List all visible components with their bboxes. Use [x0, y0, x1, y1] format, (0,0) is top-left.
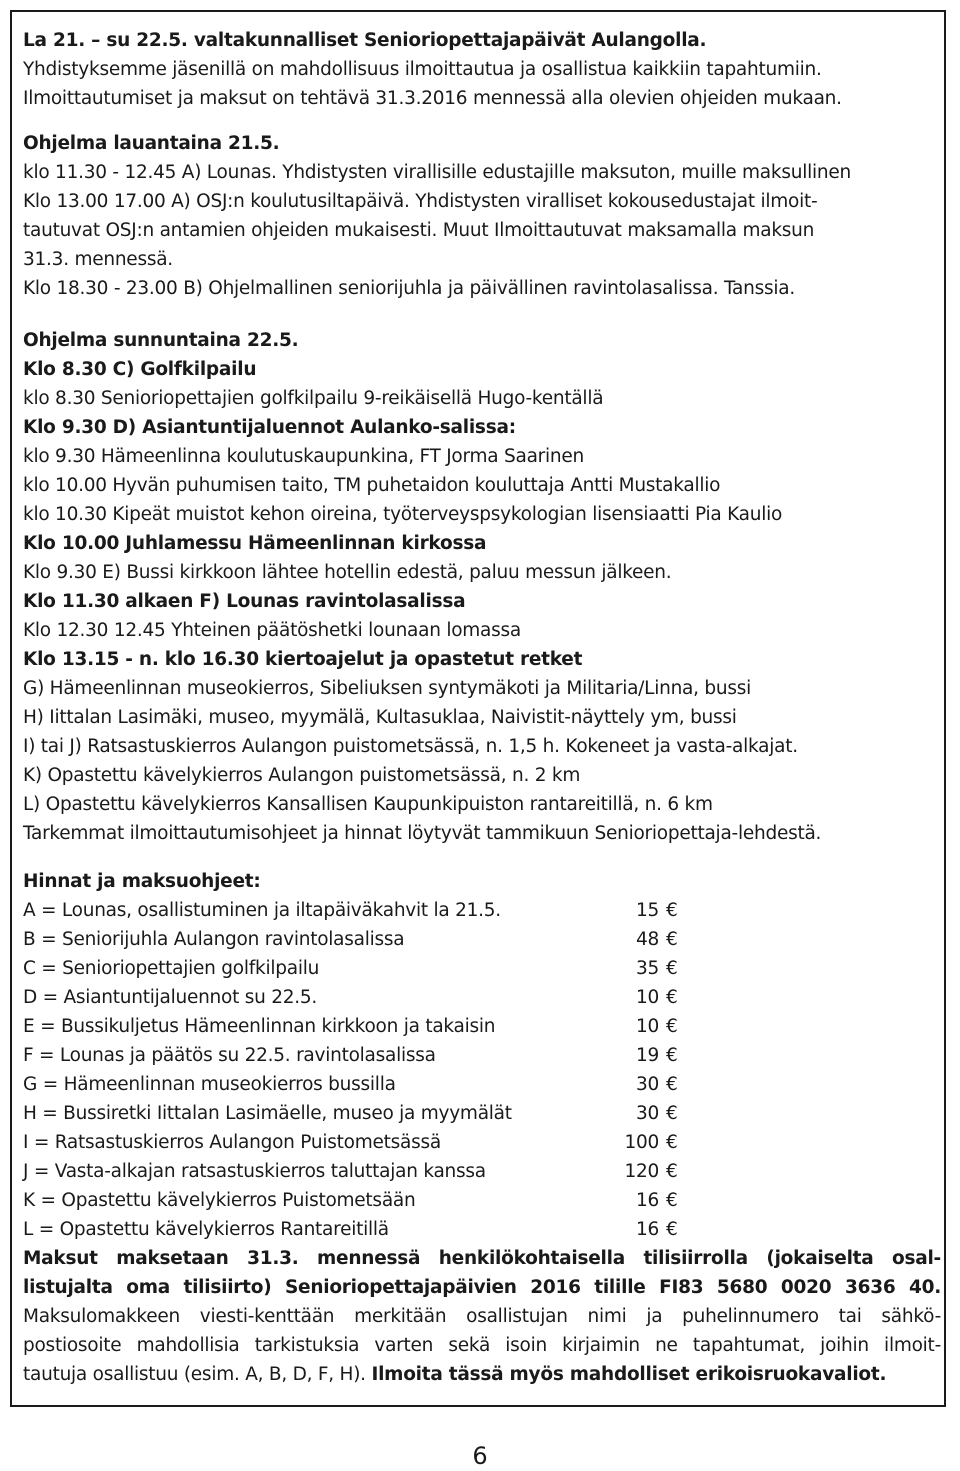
price-label: G = Hämeenlinnan museokierros bussilla: [23, 1074, 396, 1095]
euro-sign: €: [666, 929, 678, 950]
euro-sign: €: [666, 1161, 678, 1182]
price-amount: 16: [635, 1219, 659, 1240]
price-label: D = Asiantuntijaluennot su 22.5.: [23, 987, 318, 1008]
price-label: L = Opastettu kävelykierros Rantareitillä: [23, 1219, 389, 1240]
price-label: F = Lounas ja päätös su 22.5. ravintolasalissa: [23, 1045, 436, 1066]
schedule-line: klo 9.30 Hämeenlinna koulutuskaupunkina, FT Jorma Saarinen: [23, 446, 585, 467]
price-row: [23, 1099, 941, 1128]
schedule-line: Klo 8.30 C) Golfkilpailu: [23, 359, 257, 380]
price-label: K = Opastettu kävelykierros Puistometsään: [23, 1190, 416, 1211]
payment-note-final: [23, 1360, 941, 1389]
page-number: 6: [472, 1442, 488, 1470]
schedule-line: I) tai J) Ratsastuskierros Aulangon puistometsässä, n. 1,5 h. Kokeneet ja vasta-alkajat.: [23, 736, 798, 757]
schedule-line: Klo 9.30 E) Bussi kirkkoon lähtee hotellin edestä, paluu messun jälkeen.: [23, 562, 672, 583]
price-label: J = Vasta-alkajan ratsastuskierros taluttajan kanssa: [23, 1161, 486, 1182]
payment-note: Maksulomakkeen viesti-kenttään merkitään osallistujan nimi ja puhelinnumero tai sähkö-: [23, 1306, 941, 1327]
price-label: B = Seniorijuhla Aulangon ravintolasalissa: [23, 929, 405, 950]
euro-sign: €: [666, 1132, 678, 1153]
payment-example: tautuja osallistuu (esim. A, B, D, F, H).: [23, 1364, 366, 1385]
price-label: E = Bussikuljetus Hämeenlinnan kirkkoon ja takaisin: [23, 1016, 496, 1037]
price-label: A = Lounas, osallistuminen ja iltapäiväkahvit la 21.5.: [23, 900, 501, 921]
intro-deadline: Ilmoittautumiset ja maksut on tehtävä 31.3.2016 mennessä alla olevien ohjeiden mukaan.: [23, 88, 842, 109]
payment-instructions: [23, 1244, 941, 1389]
price-row: [23, 1186, 941, 1215]
euro-sign: €: [666, 900, 678, 921]
schedule-line: klo 8.30 Senioriopettajien golfkilpailu 9-reikäisellä Hugo-kentällä: [23, 388, 604, 409]
payment-note: postiosoite mahdollisia tarkistuksia varten sekä isoin kirjaimin ne tapahtumat, joihin ilmoit-: [23, 1335, 941, 1356]
schedule-line: Klo 10.00 Juhlamessu Hämeenlinnan kirkossa: [23, 533, 487, 554]
price-row: [23, 1070, 941, 1099]
euro-sign: €: [666, 1103, 678, 1124]
schedule-line: klo 11.30 - 12.45 A) Lounas. Yhdistysten virallisille edustajille maksuton, muille maksullinen: [23, 162, 851, 183]
price-amount: 48: [635, 929, 659, 950]
saturday-heading: Ohjelma lauantaina 21.5.: [23, 133, 280, 154]
sunday-heading: Ohjelma sunnuntaina 22.5.: [23, 330, 299, 351]
price-row: [23, 925, 941, 954]
program-content: [23, 26, 941, 1389]
program-box: [10, 10, 946, 1407]
event-title: La 21. – su 22.5. valtakunnalliset Senioriopettajapäivät Aulangolla.: [23, 30, 707, 51]
schedule-line: 31.3. mennessä.: [23, 249, 173, 270]
schedule-line: Klo 13.15 - n. klo 16.30 kiertoajelut ja opastetut retket: [23, 649, 583, 670]
price-row: [23, 983, 941, 1012]
schedule-line: tautuvat OSJ:n antamien ohjeiden mukaisesti. Muut Ilmoittautuvat maksamalla maksun: [23, 220, 815, 241]
price-amount: 35: [635, 958, 659, 979]
price-amount: 16: [635, 1190, 659, 1211]
euro-sign: €: [666, 1074, 678, 1095]
schedule-line: K) Opastettu kävelykierros Aulangon puistometsässä, n. 2 km: [23, 765, 581, 786]
diet-notice: Ilmoita tässä myös mahdolliset erikoisruokavaliot.: [371, 1364, 887, 1385]
intro-text: Yhdistyksemme jäsenillä on mahdollisuus ilmoittautua ja osallistua kaikkiin tapahtumiin.: [23, 59, 822, 80]
schedule-line: Klo 13.00 17.00 A) OSJ:n koulutusiltapäivä. Yhdistysten viralliset kokousedustajat ilmoit-: [23, 191, 818, 212]
price-row: [23, 954, 941, 983]
schedule-line: Klo 11.30 alkaen F) Lounas ravintolasalissa: [23, 591, 466, 612]
price-amount: 19: [635, 1045, 659, 1066]
price-row: [23, 1012, 941, 1041]
schedule-line: Tarkemmat ilmoittautumisohjeet ja hinnat löytyvät tammikuun Senioriopettaja-lehdestä.: [23, 823, 822, 844]
price-amount: 10: [635, 987, 659, 1008]
price-amount: 30: [635, 1074, 659, 1095]
schedule-line: L) Opastettu kävelykierros Kansallisen Kaupunkipuiston rantareitillä, n. 6 km: [23, 794, 713, 815]
price-row: [23, 896, 941, 925]
schedule-line: G) Hämeenlinnan museokierros, Sibeliuksen syntymäkoti ja Militaria/Linna, bussi: [23, 678, 752, 699]
euro-sign: €: [666, 958, 678, 979]
prices-heading: Hinnat ja maksuohjeet:: [23, 871, 261, 892]
price-list: [23, 896, 941, 1244]
euro-sign: €: [666, 1045, 678, 1066]
schedule-line: Klo 18.30 - 23.00 B) Ohjelmallinen seniorijuhla ja päivällinen ravintolasalissa. Tanssia.: [23, 278, 795, 299]
price-amount: 10: [635, 1016, 659, 1037]
price-row: [23, 1215, 941, 1244]
euro-sign: €: [666, 1016, 678, 1037]
schedule-line: klo 10.00 Hyvän puhumisen taito, TM puhetaidon kouluttaja Antti Mustakallio: [23, 475, 721, 496]
price-amount: 120: [624, 1161, 659, 1182]
euro-sign: €: [666, 987, 678, 1008]
price-amount: 30: [635, 1103, 659, 1124]
price-amount: 15: [635, 900, 659, 921]
price-row: [23, 1041, 941, 1070]
price-amount: 100: [624, 1132, 659, 1153]
schedule-line: klo 10.30 Kipeät muistot kehon oireina, työterveyspsykologian lisensiaatti Pia Kaulio: [23, 504, 783, 525]
saturday-program: [23, 158, 941, 303]
schedule-line: Klo 12.30 12.45 Yhteinen päätöshetki lounaan lomassa: [23, 620, 522, 641]
price-label: H = Bussiretki Iittalan Lasimäelle, museo ja myymälät: [23, 1103, 512, 1124]
euro-sign: €: [666, 1190, 678, 1211]
price-row: [23, 1157, 941, 1186]
payment-account: listujalta oma tilisiirto) Senioriopettajapäivien 2016 tilille FI83 5680 0020 3636 40.: [23, 1277, 941, 1298]
price-row: [23, 1128, 941, 1157]
price-label: I = Ratsastuskierros Aulangon Puistometsässä: [23, 1132, 441, 1153]
schedule-line: Klo 9.30 D) Asiantuntijaluennot Aulanko-salissa:: [23, 417, 516, 438]
euro-sign: €: [666, 1219, 678, 1240]
payment-deadline: Maksut maksetaan 31.3. mennessä henkilökohtaisella tilisiirrolla (jokaiselta osal-: [23, 1248, 941, 1269]
schedule-line: H) Iittalan Lasimäki, museo, myymälä, Kultasuklaa, Naivistit-näyttely ym, bussi: [23, 707, 737, 728]
price-label: C = Senioriopettajien golfkilpailu: [23, 958, 320, 979]
sunday-program: [23, 355, 941, 848]
